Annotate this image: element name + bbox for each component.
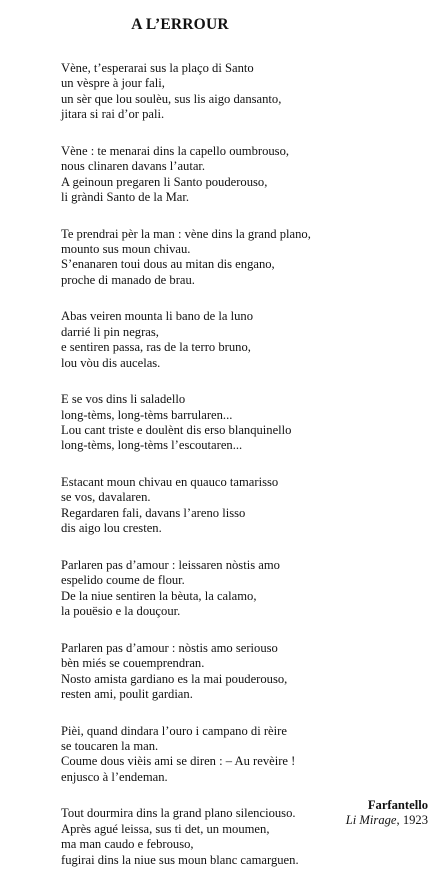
poem-line: se toucaren la man. (61, 738, 159, 753)
poem-line: A geinoun pregaren li Santo pouderouso, (61, 174, 268, 189)
stanza-5 (61, 392, 431, 454)
poem-line: un sèr que lou soulèu, sus lis aigo dansanto, (61, 91, 282, 106)
poem-line: ma man caudo e febrouso, (61, 837, 194, 852)
poem-line: Estacant moun chivau en quauco tamarisso (61, 475, 279, 490)
poem-title: A L’ERROUR (131, 16, 229, 33)
stanza-9 (61, 724, 431, 786)
poem-line: Coume dous vièis ami se diren : – Au revèire ! (61, 754, 296, 769)
source-title: Li Mirage (345, 813, 397, 828)
stanza-4 (61, 309, 431, 371)
poem-line: Vène, t’esperarai sus la plaço di Santo (61, 61, 254, 75)
poem-line: nous clinaren davans l’autar. (61, 159, 206, 174)
poem-line: enjusco à l’endeman. (61, 769, 168, 784)
poem-line: un vèspre à jour fali, (61, 76, 165, 91)
poem-line: Parlaren pas d’amour : leissaren nòstis amo (61, 557, 280, 572)
source-year: , 1923 (396, 813, 428, 828)
poem-line: Pièi, quand dindara l’ouro i campano di rèire (61, 723, 287, 738)
stanza-7 (61, 558, 431, 620)
poem-line: proche di manado de brau. (61, 272, 195, 287)
poem-line: Nosto amista gardiano es la mai pouderouso, (61, 671, 288, 686)
poem-line: Tout dourmira dins la grand plano silenciouso. (61, 806, 296, 821)
stanza-1 (61, 61, 431, 123)
poem-line: la pouësio e la douçour. (61, 604, 181, 619)
poem-line: Vène : te menarai dins la capello oumbrouso, (61, 143, 290, 158)
poem-line: lou vòu dis aucelas. (61, 355, 161, 370)
poem-line: S’enanaren toui dous au mitan dis engano, (61, 257, 275, 272)
source-citation (346, 813, 428, 828)
poem-line: long-tèms, long-tèms barrularen... (61, 407, 233, 422)
stanza-8 (61, 641, 431, 703)
poem-line: se vos, davalaren. (61, 490, 151, 505)
poem-line: Abas veiren mounta li bano de la luno (61, 309, 254, 324)
poem-line: Parlaren pas d’amour : nòstis amo seriouso (61, 640, 278, 655)
poem-line: long-tèms, long-tèms l’escoutaren... (61, 438, 243, 453)
poem-line: Regardaren fali, davans l’areno lisso (61, 505, 246, 520)
stanza-6 (61, 475, 431, 537)
poem-line: jitara si rai d’or pali. (61, 107, 165, 122)
poem-line: li gràndi Santo de la Mar. (61, 190, 190, 205)
poem-line: bèn miés se couemprendran. (61, 656, 205, 671)
poem-line: dis aigo lou cresten. (61, 521, 162, 536)
poem-line: espelido coume de flour. (61, 573, 185, 588)
poem-line: mounto sus moun chivau. (61, 242, 191, 257)
poem-line: E se vos dins li saladello (61, 392, 186, 407)
stanza-2 (61, 144, 431, 206)
poem-line: darrié li pin negras, (61, 324, 159, 339)
poem-line: fugirai dins la niue sus moun blanc camarguen. (61, 852, 299, 867)
poem-line: resten ami, poulit gardian. (61, 686, 193, 701)
poem-line: De la niue sentiren la bèuta, la calamo, (61, 588, 257, 603)
stanza-3 (61, 227, 431, 289)
poem-line: Te prendrai pèr la man : vène dins la grand plano, (61, 226, 311, 241)
poem-line: Lou cant triste e doulènt dis erso blanquinello (61, 423, 292, 438)
poem-line: e sentiren passa, ras de la terro bruno, (61, 340, 251, 355)
signature (346, 798, 428, 829)
poem-body (61, 61, 431, 889)
poem-line: Après agué leissa, sus ti det, un moumen, (61, 821, 270, 836)
author-name: Farfantello (367, 798, 428, 812)
